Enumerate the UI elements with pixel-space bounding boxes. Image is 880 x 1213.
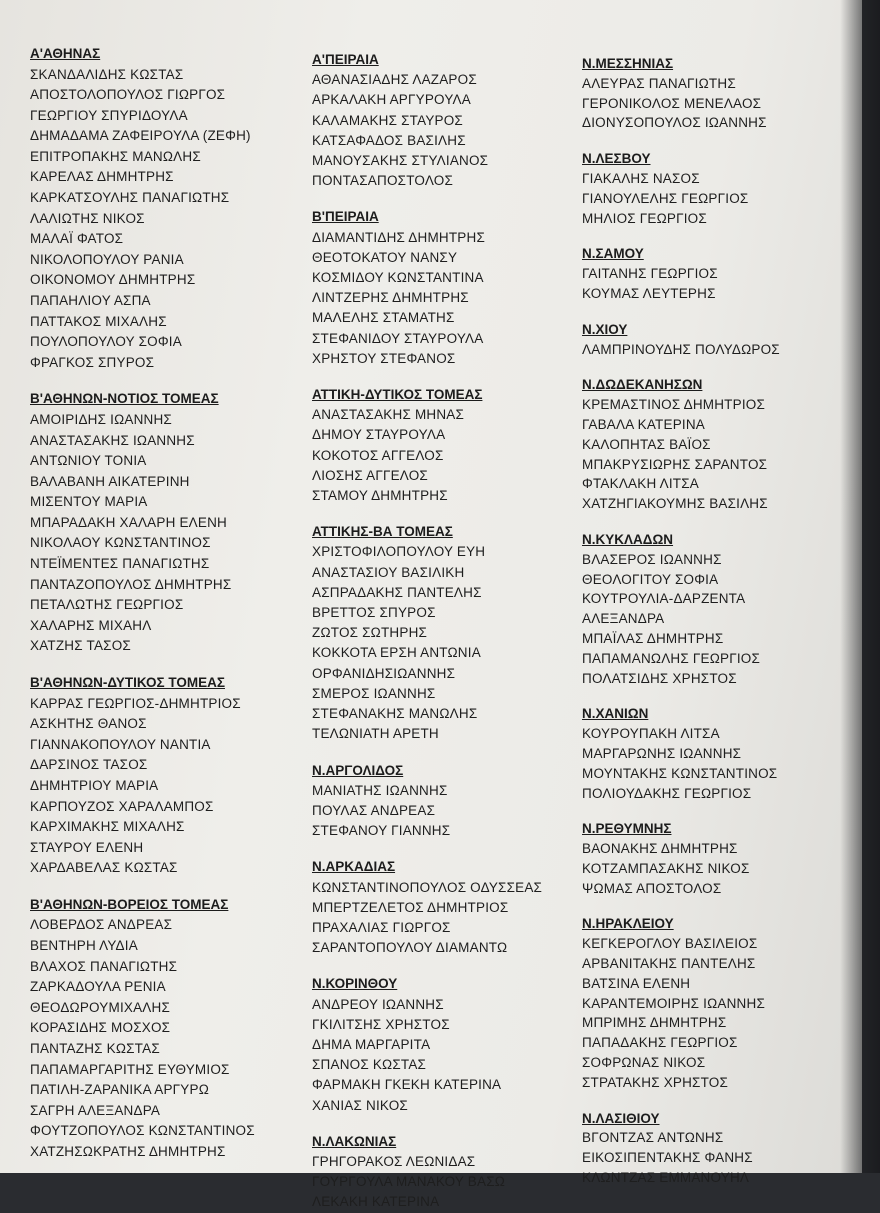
candidate-name: ΑΝΔΡΕΟΥ ΙΩΑΝΝΗΣ: [312, 996, 444, 1012]
section-gap: [30, 373, 255, 383]
candidate-name: ΒΑΟΝΑΚΗΣ ΔΗΜΗΤΡΗΣ: [582, 841, 738, 857]
constituency-section: [582, 54, 780, 133]
candidate-name: ΛΑΛΙΩΤΗΣ ΝΙΚΟΣ: [30, 210, 145, 226]
candidate-name: ΠΟΥΛΑΣ ΑΝΔΡΕΑΣ: [312, 802, 436, 818]
section-gap: [312, 369, 542, 379]
candidate-name: ΚΑΡΑΝΤΕΜΟΙΡΗΣ ΙΩΑΝΝΗΣ: [582, 995, 766, 1011]
candidate-name: ΝΤΕΪΜΕΝΤΕΣ ΠΑΝΑΓΙΩΤΗΣ: [30, 556, 210, 572]
section-gap: [312, 506, 542, 516]
section-gap: [582, 228, 780, 238]
candidate-name: ΚΑΛΟΠΗΤΑΣ ΒΑΪΟΣ: [582, 436, 711, 452]
constituency-heading: Ν.ΚΥΚΛΑΔΩΝ: [582, 531, 674, 547]
candidate-name: ΔΗΜΗΤΡΙΟΥ ΜΑΡΙΑ: [30, 777, 159, 793]
candidate-name: ΓΑΙΤΑΝΗΣ ΓΕΩΡΓΙΟΣ: [582, 266, 718, 282]
constituency-heading: Ν.ΛΑΚΩΝΙΑΣ: [312, 1133, 397, 1149]
constituency-heading: Ν.ΛΕΣΒΟΥ: [582, 151, 651, 167]
candidate-name: ΔΙΟΝΥΣΟΠΟΥΛΟΣ ΙΩΑΝΝΗΣ: [582, 115, 767, 131]
candidate-name: ΜΟΥΝΤΑΚΗΣ ΚΩΝΣΤΑΝΤΙΝΟΣ: [582, 765, 778, 781]
constituency-section: [582, 530, 780, 688]
candidate-name: ΘΕΟΔΩΡΟΥΜΙΧΑΛΗΣ: [30, 999, 171, 1015]
constituency-heading: ΑΤΤΙΚΗ-ΔΥΤΙΚΟΣ ΤΟΜΕΑΣ: [312, 387, 483, 403]
candidate-name: ΑΡΚΑΛΑΚΗ ΑΡΓΥΡΟΥΛΑ: [312, 92, 471, 108]
constituency-section: [312, 207, 542, 369]
candidate-name: ΣΑΡΑΝΤΟΠΟΥΛΟΥ ΔΙΑΜΑΝΤΩ: [312, 940, 508, 956]
constituency-heading: Ν.ΑΡΚΑΔΙΑΣ: [312, 859, 396, 875]
constituency-heading: Β'ΑΘΗΝΩΝ-ΔΥΤΙΚΟΣ ΤΟΜΕΑΣ: [30, 675, 225, 691]
constituency-section: [582, 1109, 780, 1188]
section-gap: [582, 304, 780, 314]
candidate-name: ΠΑΤΤΑΚΟΣ ΜΙΧΑΛΗΣ: [30, 313, 167, 329]
candidate-name: ΒΕΝΤΗΡΗ ΛΥΔΙΑ: [30, 937, 138, 953]
constituency-heading: Β'ΑΘΗΝΩΝ-ΝΟΤΙΟΣ ΤΟΜΕΑΣ: [30, 391, 219, 407]
constituency-section: [312, 385, 542, 506]
constituency-section: [30, 44, 255, 373]
candidate-name: ΑΝΑΣΤΑΣΑΚΗΣ ΜΗΝΑΣ: [312, 407, 465, 423]
candidate-name: ΠΡΑΧΑΛΙΑΣ ΓΙΩΡΓΟΣ: [312, 919, 451, 935]
candidate-name: ΛΕΚΑΚΗ ΚΑΤΕΡΙΝΑ: [312, 1194, 440, 1210]
candidate-name: ΧΑΤΖΗΣ ΤΑΣΟΣ: [30, 638, 131, 654]
candidate-name: ΣΤΕΦΑΝΟΥ ΓΙΑΝΝΗΣ: [312, 823, 451, 839]
candidate-name: ΧΑΤΖΗΓΙΑΚΟΥΜΗΣ ΒΑΣΙΛΗΣ: [582, 496, 768, 512]
candidate-name: ΜΑΝΙΑΤΗΣ ΙΩΑΝΝΗΣ: [312, 782, 448, 798]
candidate-name: ΣΜΕΡΟΣ ΙΩΑΝΝΗΣ: [312, 685, 436, 701]
candidate-name: ΓΙΑΝΝΑΚΟΠΟΥΛΟΥ ΝΑΝΤΙΑ: [30, 736, 211, 752]
candidate-name: ΓΕΩΡΓΙΟΥ ΣΠΥΡΙΔΟΥΛΑ: [30, 107, 188, 123]
candidate-name: ΦΑΡΜΑΚΗ ΓΚΕΚΗ ΚΑΤΕΡΙΝΑ: [312, 1077, 502, 1093]
constituency-heading: Ν.ΚΟΡΙΝΘΟΥ: [312, 976, 398, 992]
section-gap: [582, 803, 780, 813]
candidate-name: ΜΠΑΪΛΑΣ ΔΗΜΗΤΡΗΣ: [582, 630, 724, 646]
candidate-name: ΣΤΑΜΟΥ ΔΗΜΗΤΡΗΣ: [312, 488, 448, 504]
candidate-name: ΔΗΜΟΥ ΣΤΑΥΡΟΥΛΑ: [312, 427, 446, 443]
candidate-name: ΑΠΟΣΤΟΛΟΠΟΥΛΟΣ ΓΙΩΡΓΟΣ: [30, 87, 226, 103]
constituency-heading: Ν.ΛΑΣΙΘΙΟΥ: [582, 1110, 660, 1126]
candidate-name: ΤΕΛΩΝΙΑΤΗ ΑΡΕΤΗ: [312, 726, 439, 742]
section-gap: [312, 745, 542, 755]
section-gap: [30, 879, 255, 889]
candidate-name: ΚΩΝΣΤΑΝΤΙΝΟΠΟΥΛΟΣ ΟΔΥΣΣΕΑΣ: [312, 879, 543, 895]
candidate-name: ΠΟΛΑΤΣΙΔΗΣ ΧΡΗΣΤΟΣ: [582, 670, 737, 686]
candidate-name: ΠΑΠΑΗΛΙΟΥ ΑΣΠΑ: [30, 293, 151, 309]
constituency-section: [582, 914, 780, 1092]
candidate-name: ΧΑΡΔΑΒΕΛΑΣ ΚΩΣΤΑΣ: [30, 860, 178, 876]
constituency-section: [312, 974, 542, 1115]
candidate-name: ΣΤΡΑΤΑΚΗΣ ΧΡΗΣΤΟΣ: [582, 1074, 729, 1090]
candidate-name: ΖΩΤΟΣ ΣΩΤΗΡΗΣ: [312, 625, 428, 641]
candidate-name: ΜΑΝΟΥΣΑΚΗΣ ΣΤΥΛΙΑΝΟΣ: [312, 153, 489, 169]
section-gap: [312, 841, 542, 851]
candidate-name: ΚΑΛΑΜΑΚΗΣ ΣΤΑΥΡΟΣ: [312, 112, 463, 128]
section-gap: [582, 688, 780, 698]
candidate-name: ΓΙΑΝΟΥΛΕΛΗΣ ΓΕΩΡΓΙΟΣ: [582, 190, 749, 206]
candidate-name: ΕΙΚΟΣΙΠΕΝΤΑΚΗΣ ΦΑΝΗΣ: [582, 1150, 753, 1166]
candidate-name: ΓΟΥΡΓΟΥΛΑ ΜΑΝΑΚΟΥ ΒΑΣΩ: [312, 1174, 506, 1190]
candidate-name: ΑΜΟΙΡΙΔΗΣ ΙΩΑΝΝΗΣ: [30, 411, 172, 427]
candidate-name: ΚΕΓΚΕΡΟΓΛΟΥ ΒΑΣΙΛΕΙΟΣ: [582, 936, 758, 952]
section-gap: [30, 657, 255, 667]
candidate-name: ΑΣΚΗΤΗΣ ΘΑΝΟΣ: [30, 716, 147, 732]
candidate-name: ΛΙΝΤΖΕΡΗΣ ΔΗΜΗΤΡΗΣ: [312, 290, 469, 306]
candidate-name: ΜΗΛΙΟΣ ΓΕΩΡΓΙΟΣ: [582, 210, 707, 226]
candidate-name: ΚΟΡΑΣΙΔΗΣ ΜΟΣΧΟΣ: [30, 1020, 171, 1036]
constituency-section: [312, 522, 542, 744]
candidate-name: ΚΟΥΤΡΟΥΛΙΑ-ΔΑΡΖΕΝΤΑ: [582, 591, 746, 607]
section-gap: [582, 514, 780, 524]
candidate-name: ΜΑΛΑΪ ΦΑΤΟΣ: [30, 231, 124, 247]
constituency-heading: Ν.ΧΙΟΥ: [582, 321, 628, 337]
constituency-section: [312, 761, 542, 842]
candidate-name: ΓΑΒΑΛΑ ΚΑΤΕΡΙΝΑ: [582, 416, 706, 432]
candidate-name: ΑΣΠΡΑΔΑΚΗΣ ΠΑΝΤΕΛΗΣ: [312, 584, 482, 600]
candidate-name: ΨΩΜΑΣ ΑΠΟΣΤΟΛΟΣ: [582, 880, 722, 896]
candidate-name: ΑΝΤΩΝΙΟΥ ΤΟΝΙΑ: [30, 453, 147, 469]
candidate-name: ΔΙΑΜΑΝΤΙΔΗΣ ΔΗΜΗΤΡΗΣ: [312, 229, 485, 245]
column-1: [30, 38, 255, 1163]
page-edge-shadow: [840, 0, 880, 1173]
candidate-name: ΠΑΠΑΔΑΚΗΣ ΓΕΩΡΓΙΟΣ: [582, 1035, 738, 1051]
candidate-name: ΚΑΡΚΑΤΣΟΥΛΗΣ ΠΑΝΑΓΙΩΤΗΣ: [30, 190, 230, 206]
constituency-heading: Ν.ΡΕΘΥΜΝΗΣ: [582, 821, 672, 837]
candidate-name: ΛΟΒΕΡΔΟΣ ΑΝΔΡΕΑΣ: [30, 917, 173, 933]
candidate-name: ΣΟΦΡΩΝΑΣ ΝΙΚΟΣ: [582, 1055, 706, 1071]
candidate-name: ΑΡΒΑΝΙΤΑΚΗΣ ΠΑΝΤΕΛΗΣ: [582, 956, 756, 972]
constituency-heading: Ν.ΗΡΑΚΛΕΙΟΥ: [582, 916, 674, 932]
candidate-name: ΧΑΛΑΡΗΣ ΜΙΧΑΗΛ: [30, 617, 152, 633]
candidate-name: ΟΙΚΟΝΟΜΟΥ ΔΗΜΗΤΡΗΣ: [30, 272, 196, 288]
candidate-name: ΛΑΜΠΡΙΝΟΥΔΗΣ ΠΟΛΥΔΩΡΟΣ: [582, 341, 780, 357]
candidate-name: ΠΑΝΤΑΖΟΠΟΥΛΟΣ ΔΗΜΗΤΡΗΣ: [30, 576, 232, 592]
candidate-name: ΚΑΤΣΑΦΑΔΟΣ ΒΑΣΙΛΗΣ: [312, 132, 466, 148]
column-2: [312, 44, 542, 1213]
constituency-heading: Α'ΑΘΗΝΑΣ: [30, 46, 101, 61]
candidate-name: ΑΝΑΣΤΑΣΙΟΥ ΒΑΣΙΛΙΚΗ: [312, 564, 465, 580]
constituency-heading: Ν.ΔΩΔΕΚΑΝΗΣΩΝ: [582, 377, 703, 393]
candidate-name: ΚΑΡΠΟΥΖΟΣ ΧΑΡΑΛΑΜΠΟΣ: [30, 798, 214, 814]
candidate-name: ΔΑΡΣΙΝΟΣ ΤΑΣΟΣ: [30, 757, 148, 773]
constituency-heading: Ν.ΣΑΜΟΥ: [582, 246, 644, 262]
candidate-name: ΦΟΥΤΖΟΠΟΥΛΟΣ ΚΩΝΣΤΑΝΤΙΝΟΣ: [30, 1123, 255, 1139]
constituency-section: [582, 320, 780, 360]
candidate-name: ΑΛΕΥΡΑΣ ΠΑΝΑΓΙΩΤΗΣ: [582, 75, 736, 91]
candidate-name: ΓΡΗΓΟΡΑΚΟΣ ΛΕΩΝΙΔΑΣ: [312, 1153, 476, 1169]
candidate-name: ΣΤΕΦΑΝΑΚΗΣ ΜΑΝΩΛΗΣ: [312, 706, 478, 722]
candidate-name: ΚΛΩΝΤΖΑΣ ΕΜΜΑΝΟΥΗΛ: [582, 1170, 750, 1186]
constituency-heading: Α'ΠΕΙΡΑΙΑ: [312, 52, 379, 67]
candidate-name: ΒΛΑΣΕΡΟΣ ΙΩΑΝΝΗΣ: [582, 551, 722, 567]
constituency-section: [312, 1132, 542, 1213]
candidate-name: ΝΙΚΟΛΟΠΟΥΛΟΥ ΡΑΝΙΑ: [30, 251, 184, 267]
candidate-name: ΧΡΗΣΤΟΥ ΣΤΕΦΑΝΟΣ: [312, 350, 456, 366]
candidate-name: ΖΑΡΚΑΔΟΥΛΑ ΡΕΝΙΑ: [30, 979, 166, 995]
candidate-name: ΒΛΑΧΟΣ ΠΑΝΑΓΙΩΤΗΣ: [30, 958, 178, 974]
candidate-name: ΣΤΕΦΑΝΙΔΟΥ ΣΤΑΥΡΟΥΛΑ: [312, 330, 484, 346]
candidate-name: ΚΟΥΡΟΥΠΑΚΗ ΛΙΤΣΑ: [582, 726, 720, 742]
candidate-name: ΚΑΡΕΛΑΣ ΔΗΜΗΤΡΗΣ: [30, 169, 174, 185]
candidate-name: ΧΑΝΙΑΣ ΝΙΚΟΣ: [312, 1097, 408, 1113]
constituency-section: [582, 375, 780, 514]
candidate-name: ΠΕΤΑΛΩΤΗΣ ΓΕΩΡΓΙΟΣ: [30, 597, 184, 613]
candidate-name: ΠΟΝΤΑΣΑΠΟΣΤΟΛΟΣ: [312, 173, 454, 189]
candidate-name: ΠΟΛΙΟΥΔΑΚΗΣ ΓΕΩΡΓΙΟΣ: [582, 785, 752, 801]
candidate-name: ΜΠΑΡΑΔΑΚΗ ΧΑΛΑΡΗ ΕΛΕΝΗ: [30, 514, 227, 530]
candidate-name: ΠΑΠΑΜΑΝΩΛΗΣ ΓΕΩΡΓΙΟΣ: [582, 650, 761, 666]
candidate-name: ΣΑΓΡΗ ΑΛΕΞΑΝΔΡΑ: [30, 1102, 161, 1118]
constituency-section: [30, 895, 255, 1163]
candidate-name: ΓΚΙΛΙΤΣΗΣ ΧΡΗΣΤΟΣ: [312, 1016, 450, 1032]
section-gap: [582, 898, 780, 908]
candidate-name: ΒΑΛΑΒΑΝΗ ΑΙΚΑΤΕΡΙΝΗ: [30, 473, 190, 489]
section-gap: [582, 133, 780, 143]
section-gap: [312, 958, 542, 968]
candidate-name: ΜΑΛΕΛΗΣ ΣΤΑΜΑΤΗΣ: [312, 310, 455, 326]
candidate-name: ΧΡΙΣΤΟΦΙΛΟΠΟΥΛΟΥ ΕΥΗ: [312, 544, 486, 560]
candidate-name: ΜΠΑΚΡΥΣΙΩΡΗΣ ΣΑΡΑΝΤΟΣ: [582, 456, 768, 472]
constituency-section: [30, 673, 255, 879]
candidate-name: ΒΓΟΝΤΖΑΣ ΑΝΤΩΝΗΣ: [582, 1130, 724, 1146]
candidate-name: ΚΟΥΜΑΣ ΛΕΥΤΕΡΗΣ: [582, 285, 716, 301]
candidate-name: ΔΗΜΑΔΑΜΑ ΖΑΦΕΙΡΟΥΛΑ (ΖΕΦΗ): [30, 128, 251, 144]
candidate-name: ΚΑΡΡΑΣ ΓΕΩΡΓΙΟΣ-ΔΗΜΗΤΡΙΟΣ: [30, 695, 241, 711]
candidate-name: ΑΛΕΞΑΝΔΡΑ: [582, 611, 665, 627]
section-gap: [312, 1116, 542, 1126]
candidate-name: ΚΟΚΚΟΤΑ ΕΡΣΗ ΑΝΤΩΝΙΑ: [312, 645, 481, 661]
candidate-name: ΣΠΑΝΟΣ ΚΩΣΤΑΣ: [312, 1057, 427, 1073]
constituency-heading: Ν.ΑΡΓΟΛΙΔΟΣ: [312, 762, 404, 778]
candidate-name: ΟΡΦΑΝΙΔΗΣΙΩΑΝΝΗΣ: [312, 665, 456, 681]
candidate-name: ΚΟΤΖΑΜΠΑΣΑΚΗΣ ΝΙΚΟΣ: [582, 860, 750, 876]
constituency-section: [30, 389, 255, 657]
candidate-name: ΣΚΑΝΔΑΛΙΔΗΣ ΚΩΣΤΑΣ: [30, 66, 184, 82]
constituency-heading: ΑΤΤΙΚΗΣ-ΒΑ ΤΟΜΕΑΣ: [312, 524, 453, 540]
constituency-heading: Ν.ΧΑΝΙΩΝ: [582, 706, 649, 722]
column-3: [582, 48, 780, 1188]
candidate-name: ΠΟΥΛΟΠΟΥΛΟΥ ΣΟΦΙΑ: [30, 334, 182, 350]
candidate-name: ΜΑΡΓΑΡΩΝΗΣ ΙΩΑΝΝΗΣ: [582, 745, 742, 761]
candidate-name: ΚΑΡΧΙΜΑΚΗΣ ΜΙΧΑΛΗΣ: [30, 819, 185, 835]
candidate-name: ΑΝΑΣΤΑΣΑΚΗΣ ΙΩΑΝΝΗΣ: [30, 432, 195, 448]
candidate-name: ΑΘΑΝΑΣΙΑΔΗΣ ΛΑΖΑΡΟΣ: [312, 72, 477, 88]
candidate-name: ΜΠΡΙΜΗΣ ΔΗΜΗΤΡΗΣ: [582, 1015, 727, 1031]
section-gap: [312, 191, 542, 201]
candidate-name: ΧΑΤΖΗΣΩΚΡΑΤΗΣ ΔΗΜΗΤΡΗΣ: [30, 1143, 226, 1159]
constituency-section: [582, 704, 780, 803]
constituency-heading: Β'ΠΕΙΡΑΙΑ: [312, 209, 379, 225]
candidate-name: ΜΙΣΕΝΤΟΥ ΜΑΡΙΑ: [30, 494, 148, 510]
constituency-section: [582, 149, 780, 228]
constituency-section: [312, 50, 542, 191]
candidate-name: ΣΤΑΥΡΟΥ ΕΛΕΝΗ: [30, 839, 144, 855]
candidate-name: ΜΠΕΡΤΖΕΛΕΤΟΣ ΔΗΜΗΤΡΙΟΣ: [312, 899, 509, 915]
candidate-name: ΔΗΜΑ ΜΑΡΓΑΡΙΤΑ: [312, 1036, 431, 1052]
constituency-heading: Ν.ΜΕΣΣΗΝΙΑΣ: [582, 56, 674, 71]
candidate-name: ΚΟΚΟΤΟΣ ΑΓΓΕΛΟΣ: [312, 447, 444, 463]
candidate-name: ΒΡΕΤΤΟΣ ΣΠΥΡΟΣ: [312, 605, 436, 621]
constituency-section: [582, 244, 780, 303]
candidate-name: ΓΙΑΚΑΛΗΣ ΝΑΣΟΣ: [582, 170, 700, 186]
candidate-name: ΝΙΚΟΛΑΟΥ ΚΩΝΣΤΑΝΤΙΝΟΣ: [30, 535, 211, 551]
constituency-section: [312, 857, 542, 958]
candidate-name: ΦΡΑΓΚΟΣ ΣΠΥΡΟΣ: [30, 354, 155, 370]
candidate-name: ΒΑΤΣΙΝΑ ΕΛΕΝΗ: [582, 975, 691, 991]
candidate-name: ΕΠΙΤΡΟΠΑΚΗΣ ΜΑΝΩΛΗΣ: [30, 148, 201, 164]
candidate-name: ΦΤΑΚΛΑΚΗ ΛΙΤΣΑ: [582, 476, 699, 492]
candidate-name: ΛΙΟΣΗΣ ΑΓΓΕΛΟΣ: [312, 467, 428, 483]
candidate-name: ΘΕΟΛΟΓΙΤΟΥ ΣΟΦΙΑ: [582, 571, 719, 587]
constituency-section: [582, 819, 780, 898]
candidate-name: ΘΕΟΤΟΚΑΤΟΥ ΝΑΝΣΥ: [312, 249, 458, 265]
section-gap: [582, 359, 780, 369]
candidate-name: ΠΑΠΑΜΑΡΓΑΡΙΤΗΣ ΕΥΘΥΜΙΟΣ: [30, 1061, 230, 1077]
candidate-name: ΚΟΣΜΙΔΟΥ ΚΩΝΣΤΑΝΤΙΝΑ: [312, 270, 484, 286]
candidate-name: ΠΑΤΙΛΗ-ΖΑΡΑΝΙΚΑ ΑΡΓΥΡΩ: [30, 1082, 209, 1098]
candidate-name: ΓΕΡΟΝΙΚΟΛΟΣ ΜΕΝΕΛΑΟΣ: [582, 95, 762, 111]
constituency-heading: Β'ΑΘΗΝΩΝ-ΒΟΡΕΙΟΣ ΤΟΜΕΑΣ: [30, 896, 229, 912]
section-gap: [582, 1093, 780, 1103]
candidate-name: ΠΑΝΤΑΖΗΣ ΚΩΣΤΑΣ: [30, 1040, 160, 1056]
candidate-name: ΚΡΕΜΑΣΤΙΝΟΣ ΔΗΜΗΤΡΙΟΣ: [582, 397, 766, 413]
